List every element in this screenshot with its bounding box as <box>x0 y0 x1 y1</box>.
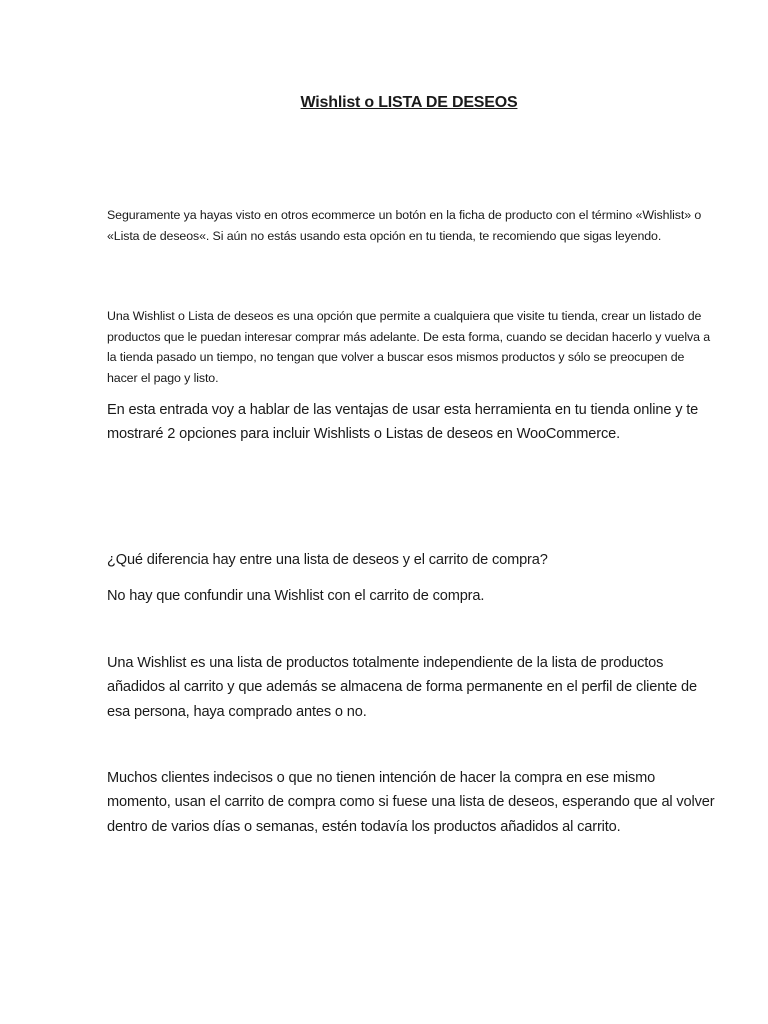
paragraph-definition: Una Wishlist o Lista de deseos es una opción que permite a cualquiera que visite tu tienda, crear un listado de productos que le puedan interesar comprar más adelante. De esta forma, cuando se decidan hacerlo y vuelva a la tienda pasado un tiempo, no tengan que volver a buscar esos mismos productos y sólo se preocupen de hacer el pago y listo. <box>107 309 711 385</box>
paragraph-entry-overview: En esta entrada voy a hablar de las ventajas de usar esta herramienta en tu tienda online y te mostraré 2 opciones para incluir Wishlists o Listas de deseos en WooCommerce. <box>107 402 699 443</box>
paragraph-indecisive-clients: Muchos clientes indecisos o que no tienen intención de hacer la compra en ese mismo momento, usan el carrito de compra como si fuese una lista de deseos, esperando que al volver dentro de varios días o semanas, estén todavía los productos añadidos al carrito. <box>107 770 715 835</box>
document-title: Wishlist o LISTA DE DESEOS <box>300 94 518 111</box>
paragraph-intro: Seguramente ya hayas visto en otros ecommerce un botón en la ficha de producto con el término «Wishlist» o «Lista de deseos«. Si aún no estás usando esta opción en tu tienda, te recomiendo que sigas leyendo. <box>107 208 702 243</box>
paragraph-wishlist-independent: Una Wishlist es una lista de productos totalmente independiente de la lista de productos añadidos al carrito y que además se almacena de forma permanente en el perfil de cliente de esa persona, haya comprado antes o no. <box>107 655 697 720</box>
section-question-heading: ¿Qué diferencia hay entre una lista de deseos y el carrito de compra? <box>107 552 548 568</box>
paragraph-no-confusion: No hay que confundir una Wishlist con el carrito de compra. <box>107 588 485 604</box>
